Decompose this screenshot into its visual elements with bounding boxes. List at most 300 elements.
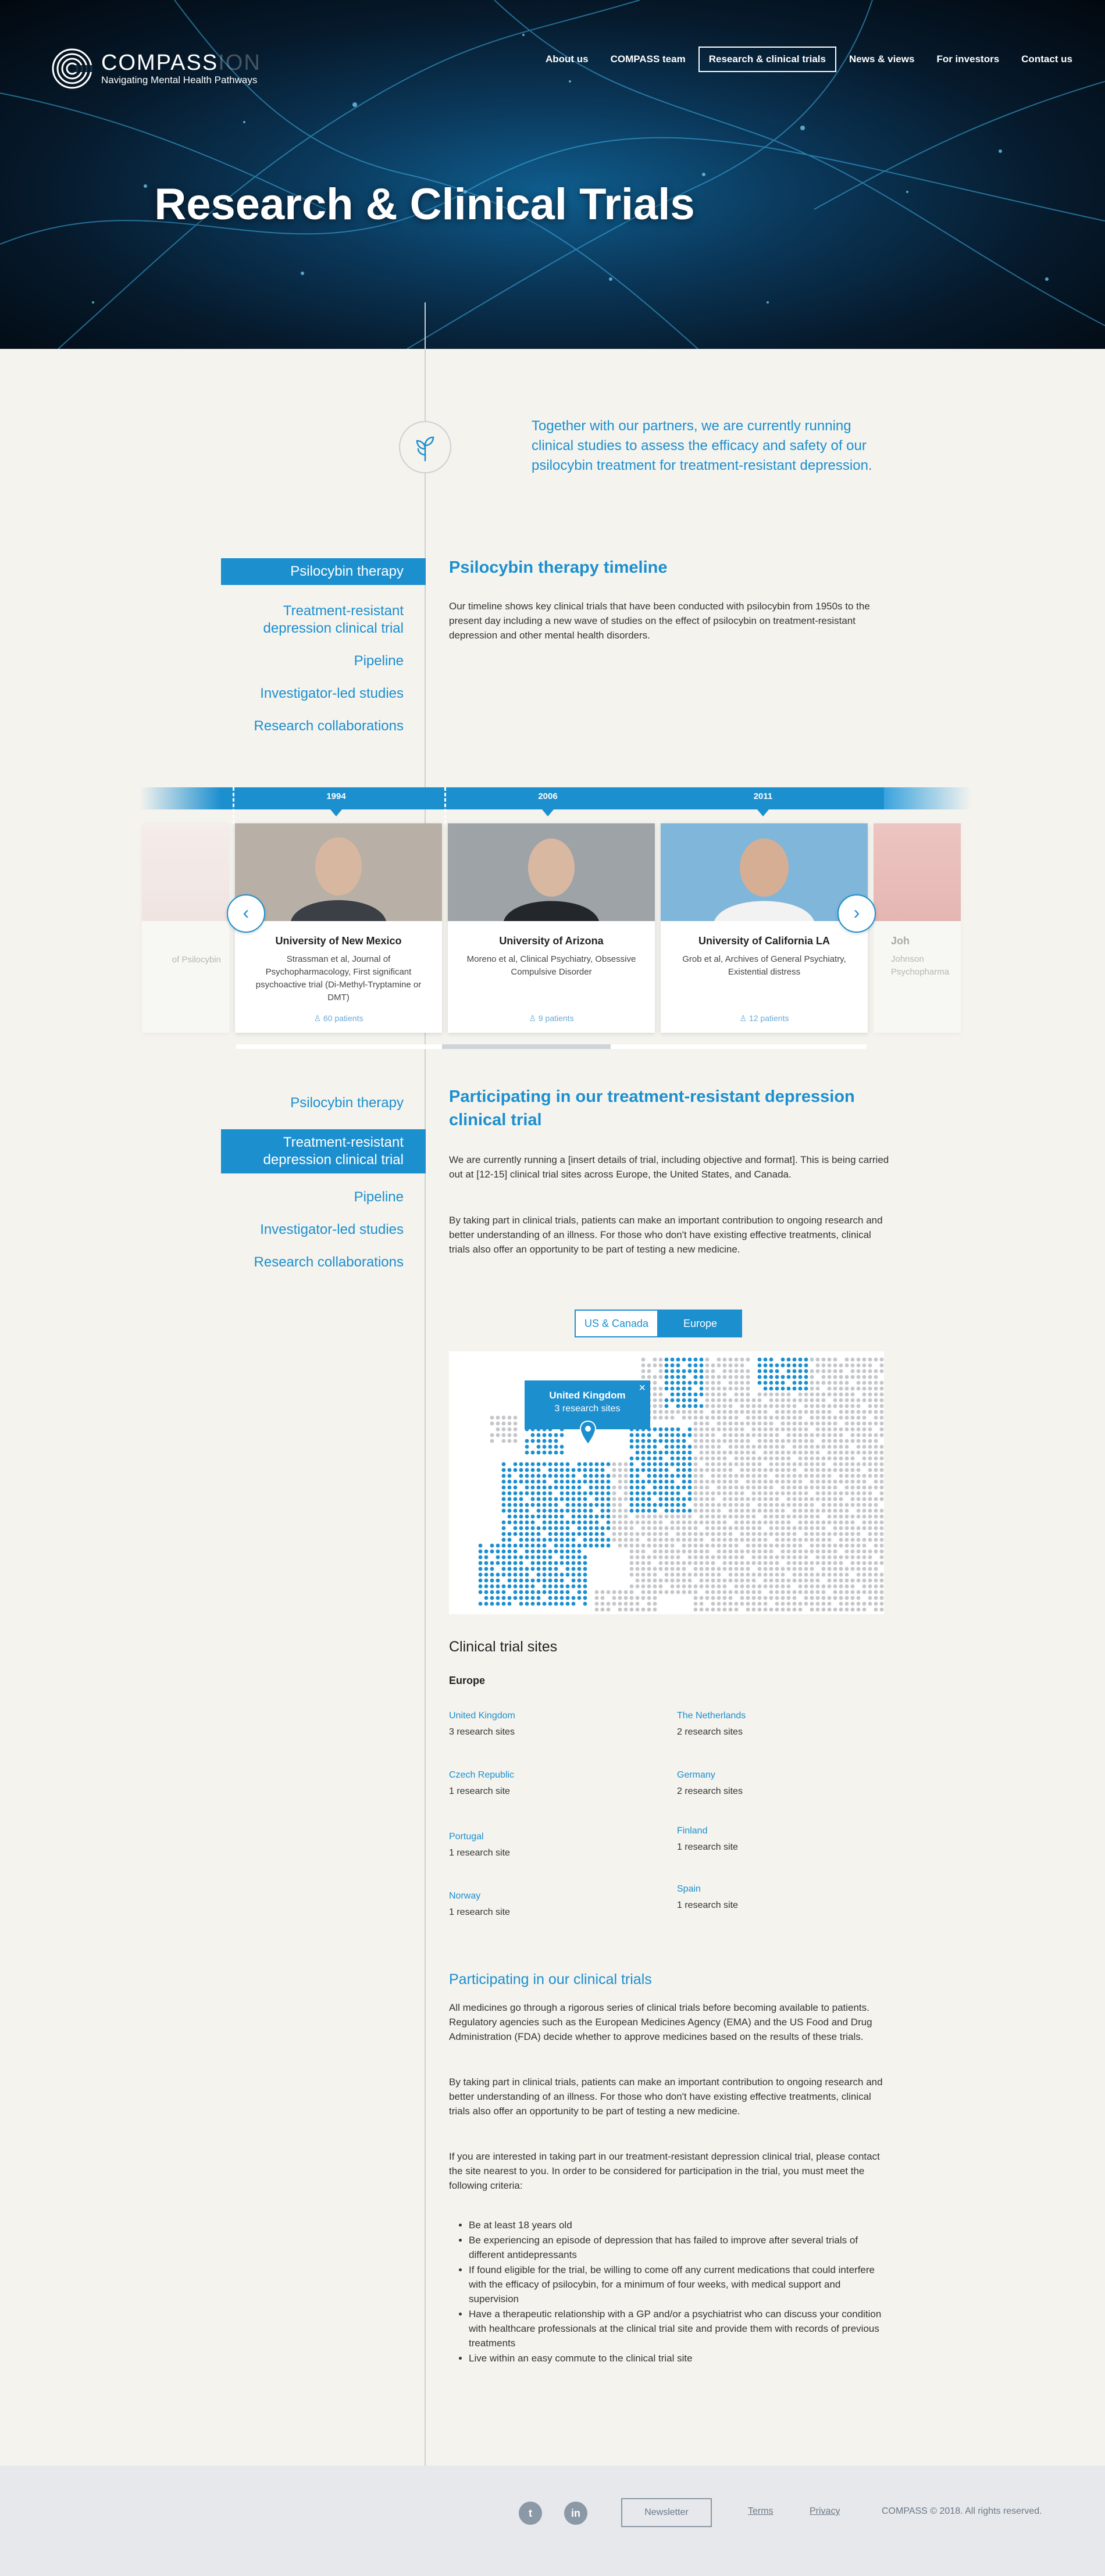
map-dot [746,1387,750,1391]
map-dot [874,1433,878,1437]
map-dot [711,1369,715,1373]
map-pin-icon[interactable] [579,1420,597,1446]
sidenav-pipeline[interactable]: Pipeline [354,1189,404,1205]
map-dot [711,1451,715,1455]
map-dot [816,1532,820,1536]
map-dot [723,1457,727,1461]
map-dot [746,1567,750,1571]
map-dot [868,1526,872,1530]
map-dot [560,1521,564,1525]
map-dot [799,1573,803,1577]
timeline-prev-button[interactable] [227,894,265,933]
map-dot [868,1486,872,1490]
map-dot [851,1398,855,1403]
map-dot [810,1515,814,1519]
map-dot [851,1433,855,1437]
site-entry: Czech Republic 1 research site [449,1770,515,1796]
map-dot [723,1608,727,1612]
timeline-year: 1994 [326,791,346,801]
map-dot [833,1521,837,1525]
map-dot [554,1451,558,1455]
map-dot [828,1474,832,1478]
map-dot [746,1532,750,1536]
europe-dot-map[interactable] [449,1351,884,1614]
map-dot [787,1433,791,1437]
map-dot [583,1503,587,1507]
sidenav-investigator-led-studies[interactable]: Investigator-led studies [260,1222,404,1237]
map-dot [787,1579,791,1583]
newsletter-button[interactable]: Newsletter [621,2498,712,2527]
map-dot [793,1538,797,1542]
map-dot [618,1544,622,1548]
map-dot [682,1532,686,1536]
sidenav-research-collaborations[interactable]: Research collaborations [254,718,404,734]
map-dot [804,1573,808,1577]
map-dot [735,1585,739,1589]
map-dot [665,1526,669,1530]
close-icon[interactable]: × [639,1382,646,1394]
map-dot [700,1445,704,1449]
map-dot [618,1509,622,1513]
map-dot [711,1573,715,1577]
map-dot [560,1579,564,1583]
map-dot [647,1433,651,1437]
map-dot [828,1515,832,1519]
map-dot [880,1596,884,1600]
sidenav-psilocybin-therapy[interactable]: Psilocybin therapy [221,558,426,585]
timeline-card[interactable] [448,823,655,1033]
map-dot [554,1433,558,1437]
map-dot [880,1492,884,1496]
nav-about-us[interactable]: About us [545,53,589,65]
map-dot [624,1486,628,1490]
map-dot [862,1369,867,1373]
map-dot [810,1422,814,1426]
map-dot [653,1544,657,1548]
map-dot [775,1410,779,1414]
map-dot [711,1445,715,1449]
map-dot [531,1579,535,1583]
map-dot [804,1410,808,1414]
map-dot [665,1416,669,1420]
sidenav-trd-clinical-trial[interactable]: Treatment-resistant depression clinical trial [263,603,404,636]
map-dot [572,1573,576,1577]
map-dot [717,1526,721,1530]
map-dot [479,1550,483,1554]
map-dot [775,1462,779,1467]
map-dot [746,1596,750,1600]
map-dot [735,1602,739,1606]
map-dot [641,1503,646,1507]
map-dot [560,1526,564,1530]
map-dot [804,1462,808,1467]
map-dot [618,1532,622,1536]
map-dot [752,1521,756,1525]
map-dot [833,1608,837,1612]
map-dot [514,1497,518,1501]
map-dot [868,1398,872,1403]
map-dot [752,1462,756,1467]
map-dot [682,1468,686,1472]
map-dot [833,1422,837,1426]
map-dot [636,1585,640,1589]
nav-research-clinical-trials[interactable]: Research & clinical trials [698,47,836,72]
sidenav-psilocybin-therapy[interactable]: Psilocybin therapy [290,1095,404,1111]
map-dot [862,1381,867,1385]
map-dot [723,1480,727,1484]
map-dot [880,1428,884,1432]
map-dot [641,1375,646,1379]
timeline-card[interactable] [235,823,442,1033]
map-dot [700,1422,704,1426]
map-dot [543,1462,547,1467]
twitter-icon[interactable]: t [519,2502,542,2525]
map-dot [781,1503,785,1507]
map-dot [799,1358,803,1362]
map-dot [665,1573,669,1577]
map-dot [537,1509,541,1513]
map-dot [578,1567,582,1571]
map-dot [735,1364,739,1368]
map-dot [636,1433,640,1437]
map-dot [711,1468,715,1472]
map-dot [816,1561,820,1565]
map-dot [688,1544,692,1548]
map-dot [519,1567,523,1571]
map-dot [531,1526,535,1530]
map-dot [769,1369,774,1373]
map-dot [723,1422,727,1426]
map-dot [857,1515,861,1519]
map-dot [729,1375,733,1379]
map-dot [799,1509,803,1513]
map-dot [537,1433,541,1437]
map-dot [514,1544,518,1548]
map-dot [711,1596,715,1600]
map-dot [688,1369,692,1373]
map-dot [816,1555,820,1560]
timeline-scrollbar[interactable] [236,1044,867,1049]
map-dot [787,1468,791,1472]
map-dot [647,1480,651,1484]
map-dot [560,1462,564,1467]
map-dot [560,1602,564,1606]
site-entry: Spain 1 research site [677,1884,738,1910]
map-dot [880,1521,884,1525]
card-patients: ♙ 9 patients [529,1014,574,1023]
map-dot [845,1410,849,1414]
map-dot [729,1497,733,1501]
map-dot [647,1509,651,1513]
map-dot [717,1358,721,1362]
map-dot [828,1544,832,1548]
map-dot [839,1375,843,1379]
map-dot [531,1538,535,1542]
map-dot [676,1358,680,1362]
map-dot [828,1428,832,1432]
map-dot [514,1596,518,1600]
map-dot [700,1358,704,1362]
map-dot [700,1428,704,1432]
map-dot [810,1381,814,1385]
map-dot [845,1503,849,1507]
map-dot [868,1532,872,1536]
map-dot [851,1585,855,1589]
map-dot [548,1468,552,1472]
map-dot [746,1474,750,1478]
map-dot [560,1445,564,1449]
map-dot [583,1509,587,1513]
map-dot [671,1526,675,1530]
sidenav-investigator-led-studies[interactable]: Investigator-led studies [260,686,404,701]
map-dot [717,1555,721,1560]
map-dot [595,1596,599,1600]
map-dot [723,1515,727,1519]
map-dot [607,1480,611,1484]
map-dot [636,1480,640,1484]
map-dot [740,1387,744,1391]
map-dot [525,1474,529,1478]
linkedin-icon[interactable]: in [564,2502,587,2525]
map-dot [729,1526,733,1530]
map-dot [694,1538,698,1542]
map-dot [554,1538,558,1542]
map-dot [671,1515,675,1519]
terms-link[interactable]: Terms [748,2506,774,2516]
nav-contact-us[interactable]: Contact us [1021,53,1072,65]
map-dot [647,1608,651,1612]
map-dot [746,1550,750,1554]
map-dot [810,1532,814,1536]
map-dot [519,1515,523,1519]
map-dot [711,1602,715,1606]
map-dot [874,1416,878,1420]
map-dot [862,1358,867,1362]
map-dot [717,1468,721,1472]
map-dot [525,1521,529,1525]
map-dot [676,1526,680,1530]
map-dot [729,1480,733,1484]
map-dot [711,1375,715,1379]
map-dot [833,1544,837,1548]
map-dot [583,1544,587,1548]
map-dot [804,1550,808,1554]
map-dot [502,1596,506,1600]
map-dot [804,1509,808,1513]
map-dot [781,1404,785,1408]
privacy-link[interactable]: Privacy [810,2506,840,2516]
sidenav-pipeline[interactable]: Pipeline [354,653,404,669]
map-dot [828,1567,832,1571]
map-dot [822,1410,826,1414]
map-dot [880,1509,884,1513]
map-dot [665,1439,669,1443]
map-dot [641,1585,646,1589]
map-dot [694,1468,698,1472]
map-dot [833,1555,837,1560]
map-dot [833,1457,837,1461]
map-dot [758,1381,762,1385]
map-dot [880,1544,884,1548]
map-dot [723,1393,727,1397]
map-dot [769,1561,774,1565]
map-dot [752,1509,756,1513]
region-tabs [575,1310,742,1337]
map-dot [816,1457,820,1461]
map-dot [641,1567,646,1571]
map-dot [688,1555,692,1560]
map-dot [525,1596,529,1600]
map-dot [769,1555,774,1560]
map-dot [514,1480,518,1484]
sidenav-trd-clinical-trial[interactable]: Treatment-resistant depression clinical trial [221,1129,426,1173]
map-dot [630,1433,634,1437]
map-dot [653,1381,657,1385]
map-dot [735,1579,739,1583]
map-dot [781,1590,785,1594]
map-dot [653,1480,657,1484]
map-dot [589,1474,593,1478]
nav-news-views[interactable]: News & views [849,53,915,65]
map-dot [845,1428,849,1432]
map-dot [566,1550,570,1554]
map-dot [781,1526,785,1530]
map-dot [700,1521,704,1525]
map-dot [589,1503,593,1507]
map-dot [729,1410,733,1414]
map-dot [793,1509,797,1513]
map-dot [752,1544,756,1548]
map-dot [514,1462,518,1467]
map-dot [816,1585,820,1589]
map-dot [711,1567,715,1571]
map-dot [746,1515,750,1519]
map-dot [775,1509,779,1513]
map-dot [764,1486,768,1490]
map-dot [717,1550,721,1554]
card-patients: ♙ 12 patients [739,1014,789,1023]
map-dot [833,1358,837,1362]
map-dot [746,1608,750,1612]
map-dot [502,1468,506,1472]
map-dot [607,1503,611,1507]
map-dot [828,1538,832,1542]
map-dot [700,1550,704,1554]
map-dot [502,1585,506,1589]
site-entry: United Kingdom 3 research sites [449,1711,515,1737]
nav-for-investors[interactable]: For investors [936,53,1000,65]
timeline-next-button[interactable] [837,894,876,933]
map-dot [711,1515,715,1519]
map-dot [490,1585,494,1589]
tab-europe[interactable]: Europe [658,1310,742,1337]
map-dot [496,1585,500,1589]
map-dot [810,1503,814,1507]
map-dot [682,1474,686,1478]
map-dot [647,1573,651,1577]
map-dot [787,1544,791,1548]
timeline-scrollbar-thumb[interactable] [442,1044,611,1049]
compass-logo[interactable] [51,48,261,90]
map-dot [735,1387,739,1391]
map-dot [862,1555,867,1560]
map-dot [682,1521,686,1525]
map-dot [729,1486,733,1490]
map-dot [845,1509,849,1513]
map-dot [764,1387,768,1391]
map-dot [705,1451,710,1455]
map-dot [851,1521,855,1525]
map-dot [740,1602,744,1606]
map-dot [810,1416,814,1420]
map-dot [851,1387,855,1391]
map-dot [740,1422,744,1426]
map-dot [647,1457,651,1461]
map-dot [746,1462,750,1467]
map-dot [781,1398,785,1403]
map-dot [589,1538,593,1542]
map-dot [659,1439,663,1443]
map-dot [862,1608,867,1612]
timeline-card[interactable] [661,823,868,1033]
map-dot [740,1398,744,1403]
map-dot [508,1480,512,1484]
map-dot [752,1596,756,1600]
map-dot [862,1486,867,1490]
map-dot [874,1381,878,1385]
map-dot [595,1538,599,1542]
map-dot [578,1503,582,1507]
map-dot [851,1439,855,1443]
map-dot [764,1538,768,1542]
map-dot [624,1596,628,1600]
map-dot [717,1503,721,1507]
map-dot [775,1585,779,1589]
map-dot [519,1561,523,1565]
map-dot [822,1492,826,1496]
map-dot [676,1375,680,1379]
map-dot [543,1544,547,1548]
map-dot [746,1445,750,1449]
map-dot [874,1422,878,1426]
participating-paragraph-3: If you are interested in taking part in our treatment-resistant depression clinical trial, please contact the site nearest to you. In order to be considered for participation in the trial, you must meet the following criteria: [449,2151,880,2191]
map-dot [851,1468,855,1472]
map-dot [845,1585,849,1589]
map-dot [810,1509,814,1513]
nav-compass-team[interactable]: COMPASS team [610,53,686,65]
map-dot [758,1445,762,1449]
map-dot [508,1515,512,1519]
tab-us-canada[interactable]: US & Canada [575,1310,658,1337]
map-dot [764,1503,768,1507]
map-dot [531,1602,535,1606]
sidenav-research-collaborations[interactable]: Research collaborations [254,1254,404,1270]
map-dot [607,1474,611,1478]
map-dot [682,1393,686,1397]
map-dot [839,1433,843,1437]
map-dot [845,1416,849,1420]
map-dot [700,1544,704,1548]
card-institution: University of New Mexico [275,935,402,947]
map-dot [839,1585,843,1589]
map-dot [554,1544,558,1548]
map-dot [839,1555,843,1560]
map-dot [659,1358,663,1362]
map-dot [671,1393,675,1397]
map-dot [839,1544,843,1548]
map-dot [548,1550,552,1554]
map-dot [781,1544,785,1548]
